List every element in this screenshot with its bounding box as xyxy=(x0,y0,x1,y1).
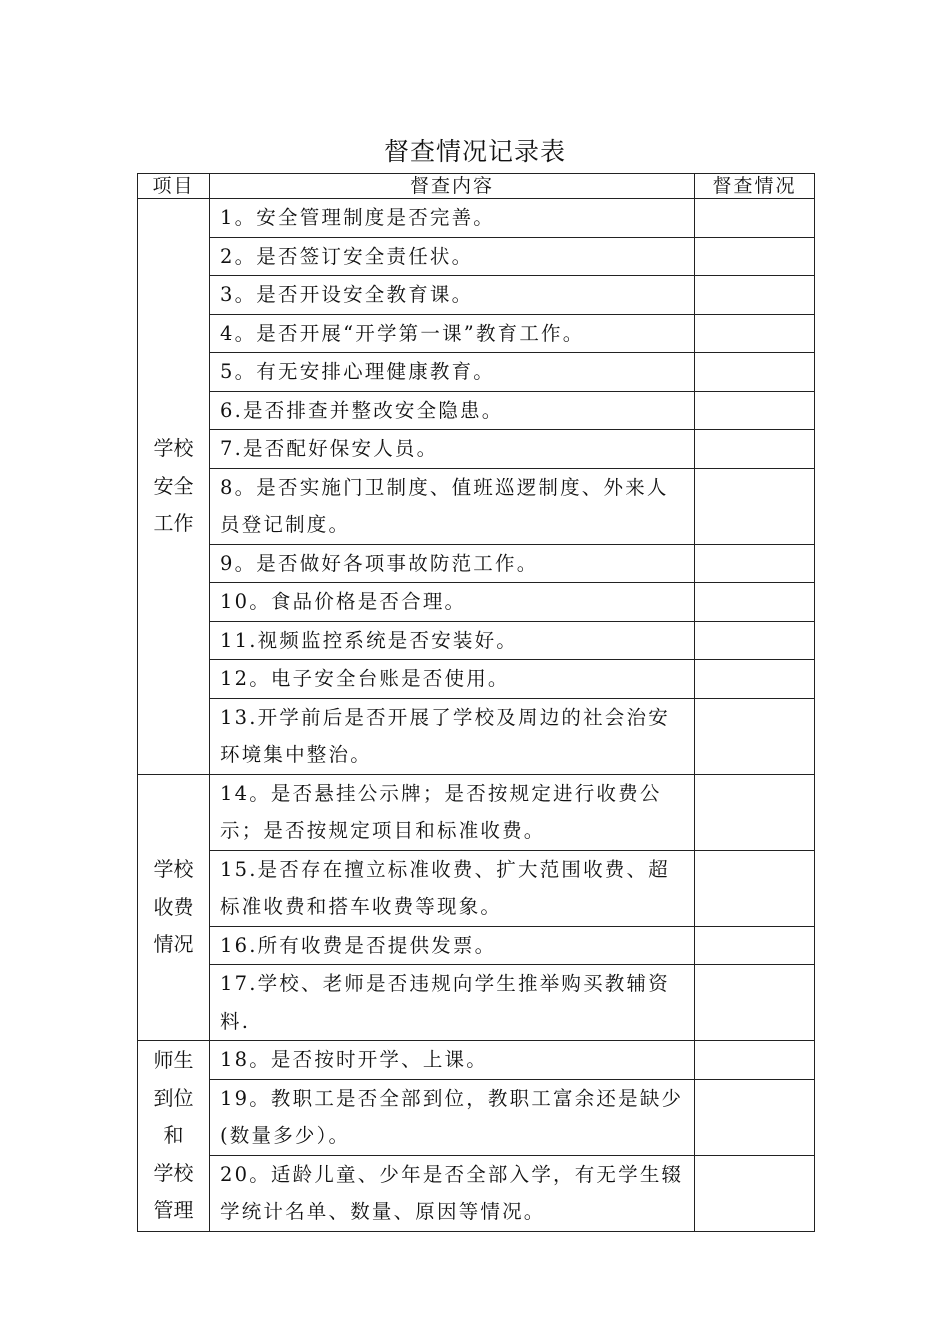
status-cell[interactable] xyxy=(695,468,815,544)
group-item-cell xyxy=(138,774,210,1041)
group-item-line: 学校 xyxy=(153,1160,194,1185)
content-cell: 8。是否实施门卫制度、值班巡逻制度、外来人员登记制度。 xyxy=(210,468,695,544)
content-cell: 9。是否做好各项事故防范工作。 xyxy=(210,544,695,583)
content-cell: 3。是否开设安全教育课。 xyxy=(210,276,695,315)
status-cell[interactable] xyxy=(695,621,815,660)
content-cell: 13.开学前后是否开展了学校及周边的社会治安环境集中整治。 xyxy=(210,698,695,774)
table-row xyxy=(138,237,815,276)
group-item-cell xyxy=(138,199,210,775)
status-cell[interactable] xyxy=(695,660,815,699)
table-row xyxy=(138,1041,815,1080)
group-item-line: 工作 xyxy=(153,511,194,535)
status-cell[interactable] xyxy=(695,926,815,965)
table-header-row xyxy=(138,174,815,199)
group-item-line: 管理 xyxy=(153,1198,194,1222)
table-row xyxy=(138,199,815,238)
table-row xyxy=(138,774,815,850)
content-cell: 11.视频监控系统是否安装好。 xyxy=(210,621,695,660)
content-cell: 15.是否存在擅立标准收费、扩大范围收费、超标准收费和搭车收费等现象。 xyxy=(210,850,695,926)
group-item-line: 和 xyxy=(163,1123,184,1147)
content-cell: 16.所有收费是否提供发票。 xyxy=(210,926,695,965)
table-row xyxy=(138,698,815,774)
content-cell: 6.是否排查并整改安全隐患。 xyxy=(210,391,695,430)
group-item-line: 师生 xyxy=(153,1048,194,1072)
status-cell[interactable] xyxy=(695,237,815,276)
content-cell: 12。电子安全台账是否使用。 xyxy=(210,660,695,699)
table-row xyxy=(138,314,815,353)
table-row xyxy=(138,850,815,926)
table-row xyxy=(138,1079,815,1155)
content-cell: 14。是否悬挂公示牌；是否按规定进行收费公示；是否按规定项目和标准收费。 xyxy=(210,774,695,850)
header-item: 项目 xyxy=(138,174,210,199)
status-cell[interactable] xyxy=(695,774,815,850)
table-row xyxy=(138,430,815,469)
table-row xyxy=(138,965,815,1041)
status-cell[interactable] xyxy=(695,391,815,430)
status-cell[interactable] xyxy=(695,1041,815,1080)
content-cell: 2。是否签订安全责任状。 xyxy=(210,237,695,276)
table-row xyxy=(138,544,815,583)
group-item-line: 安全 xyxy=(153,473,194,498)
content-cell: 10。食品价格是否合理。 xyxy=(210,583,695,622)
group-item-line: 到位 xyxy=(153,1085,194,1110)
header-content: 督查内容 xyxy=(210,174,695,199)
status-cell[interactable] xyxy=(695,276,815,315)
status-cell[interactable] xyxy=(695,314,815,353)
table-row xyxy=(138,660,815,699)
group-item-line: 学校 xyxy=(153,857,194,881)
content-cell: 1。安全管理制度是否完善。 xyxy=(210,199,695,238)
content-cell: 5。有无安排心理健康教育。 xyxy=(210,353,695,392)
group-item-line: 学校 xyxy=(153,436,194,460)
status-cell[interactable] xyxy=(695,199,815,238)
table-row xyxy=(138,353,815,392)
table-row xyxy=(138,1155,815,1231)
table-row xyxy=(138,391,815,430)
page-title: 督查情况记录表 xyxy=(383,137,566,166)
content-cell: 19。教职工是否全部到位，教职工富余还是缺少(数量多少）。 xyxy=(210,1079,695,1155)
status-cell[interactable] xyxy=(695,353,815,392)
inspection-table xyxy=(137,173,815,1232)
status-cell[interactable] xyxy=(695,1155,815,1231)
group-item-line: 情况 xyxy=(153,932,194,956)
content-cell: 17.学校、老师是否违规向学生推举购买教辅资料. xyxy=(210,965,695,1041)
status-cell[interactable] xyxy=(695,583,815,622)
table-row xyxy=(138,926,815,965)
status-cell[interactable] xyxy=(695,965,815,1041)
table-row xyxy=(138,276,815,315)
content-cell: 7.是否配好保安人员。 xyxy=(210,430,695,469)
header-status: 督查情况 xyxy=(695,174,815,199)
table-row xyxy=(138,468,815,544)
content-cell: 18。是否按时开学、上课。 xyxy=(210,1041,695,1080)
status-cell[interactable] xyxy=(695,1079,815,1155)
table-row xyxy=(138,583,815,622)
status-cell[interactable] xyxy=(695,544,815,583)
table-row xyxy=(138,621,815,660)
status-cell[interactable] xyxy=(695,698,815,774)
group-item-cell xyxy=(138,1041,210,1232)
status-cell[interactable] xyxy=(695,430,815,469)
status-cell[interactable] xyxy=(695,850,815,926)
group-item-line: 收费 xyxy=(153,894,194,919)
content-cell: 4。是否开展“开学第一课”教育工作。 xyxy=(210,314,695,353)
content-cell: 20。适龄儿童、少年是否全部入学，有无学生辍学统计名单、数量、原因等情况。 xyxy=(210,1155,695,1231)
